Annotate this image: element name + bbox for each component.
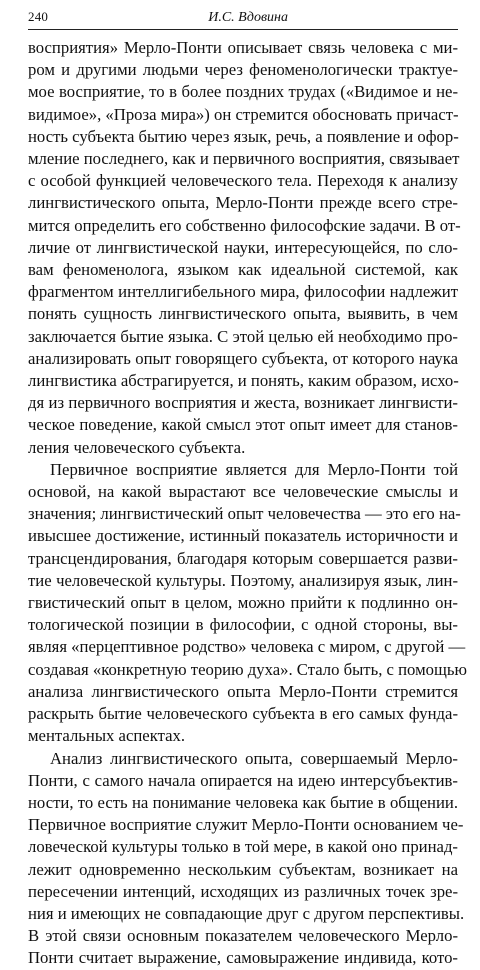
text-line: личие от лингвистической науки, интересующейся, по сло- bbox=[28, 237, 458, 257]
text-line: трансцендирования, благодаря которым совершается разви- bbox=[28, 548, 458, 568]
text-line: ментальных аспектах. bbox=[28, 726, 185, 746]
body-text bbox=[28, 37, 467, 970]
text-line: тологической позиции в философии, с одной стороны, вы- bbox=[28, 615, 458, 635]
text-line: Понти считает выражение, самовыражение индивида, кото- bbox=[28, 948, 458, 968]
text-line: анализировать опыт говорящего субъекта, от которого наука bbox=[28, 348, 458, 368]
text-line: понять сущность лингвистического опыта, выявить, в чем bbox=[28, 304, 458, 324]
text-line: В этой связи основным показателем человеческого Мерло- bbox=[28, 926, 458, 946]
text-line: гвистический опыт в целом, можно прийти к подлинно он- bbox=[28, 593, 458, 613]
text-line: значения; лингвистический опыт человечества — это его на- bbox=[28, 504, 461, 524]
text-line: лежит одновременно нескольким субъектам, возникает на bbox=[28, 859, 458, 879]
paragraph bbox=[28, 459, 467, 748]
text-line: являя «перцептивное родство» человека с миром, с другой — bbox=[28, 637, 466, 657]
text-line: ческое поведение, какой смысл этот опыт имеет для станов- bbox=[28, 415, 458, 435]
text-line: анализа лингвистического опыта Мерло-Понти стремится bbox=[28, 681, 458, 701]
text-line: Первичное восприятие служит Мерло-Понти основанием че- bbox=[28, 815, 464, 835]
text-line: пересечении интенций, исходящих из различных точек зре- bbox=[28, 881, 458, 901]
text-line: мится определить его собственно философские задачи. В от- bbox=[28, 215, 461, 235]
text-line: раскрыть бытие человеческого субъекта в его самых фунда- bbox=[28, 704, 458, 724]
text-line: основой, на какой вырастают все человеческие смыслы и bbox=[28, 482, 458, 502]
text-line: видимое», «Проза мира») он стремится обосновать причаст- bbox=[28, 104, 459, 124]
text-line: лингвистика абстрагируется, и понять, каким образом, исхо- bbox=[28, 371, 459, 391]
text-line: ность субъекта бытию через язык, речь, а появление и офор- bbox=[28, 126, 459, 146]
text-line: ния и имеющих не совпадающие друг с другом перспективы. bbox=[28, 903, 465, 923]
text-line: ивысшее достижение, истинный показатель историчности и bbox=[28, 526, 458, 546]
text-line: ления человеческого субъекта. bbox=[28, 437, 246, 457]
text-line: дя из первичного восприятия и жеста, возникает лингвисти- bbox=[28, 393, 458, 413]
text-line: ловеческой культуры только в той мере, в какой оно принад- bbox=[28, 837, 458, 857]
text-line: мление последнего, как и первичного восприятия, связывает bbox=[28, 149, 460, 169]
text-line: тие человеческой культуры. Поэтому, анализируя язык, лин- bbox=[28, 570, 458, 590]
text-line: создавая «конкретную теорию духа». Стало быть, с помощью bbox=[28, 659, 467, 679]
text-line: ром и другими людьми через феноменологически трактуе- bbox=[28, 60, 458, 80]
running-head-author: И.С. Вдовина bbox=[208, 10, 288, 25]
text-line: Понти, с самого начала опирается на идею интерсубъектив- bbox=[28, 770, 458, 790]
text-line: лингвистического опыта, Мерло-Понти прежде всего стре- bbox=[28, 193, 458, 213]
text-line: заключается бытие языка. С этой целью ей необходимо про- bbox=[28, 326, 458, 346]
text-line: ности, то есть на понимание человека как бытие в общении. bbox=[28, 792, 458, 812]
paragraph bbox=[28, 37, 461, 459]
page-number: 240 bbox=[28, 9, 49, 24]
paragraph bbox=[28, 748, 465, 970]
text-line: Анализ лингвистического опыта, совершаемый Мерло- bbox=[50, 748, 458, 768]
text-line: Первичное восприятие является для Мерло-Понти той bbox=[50, 459, 458, 479]
text-line: восприятия» Мерло-Понти описывает связь человека с ми- bbox=[28, 38, 458, 57]
text-line: фрагментом интеллигибельного мира, философии надлежит bbox=[28, 282, 458, 302]
page-header bbox=[28, 9, 458, 30]
text-line: вам феноменолога, языком как идеальной системой, как bbox=[28, 260, 458, 280]
text-line: мое восприятие, то в более поздних трудах («Видимое и не- bbox=[28, 82, 458, 102]
text-line: с особой функцией человеческого тела. Переходя к анализу bbox=[28, 171, 458, 191]
